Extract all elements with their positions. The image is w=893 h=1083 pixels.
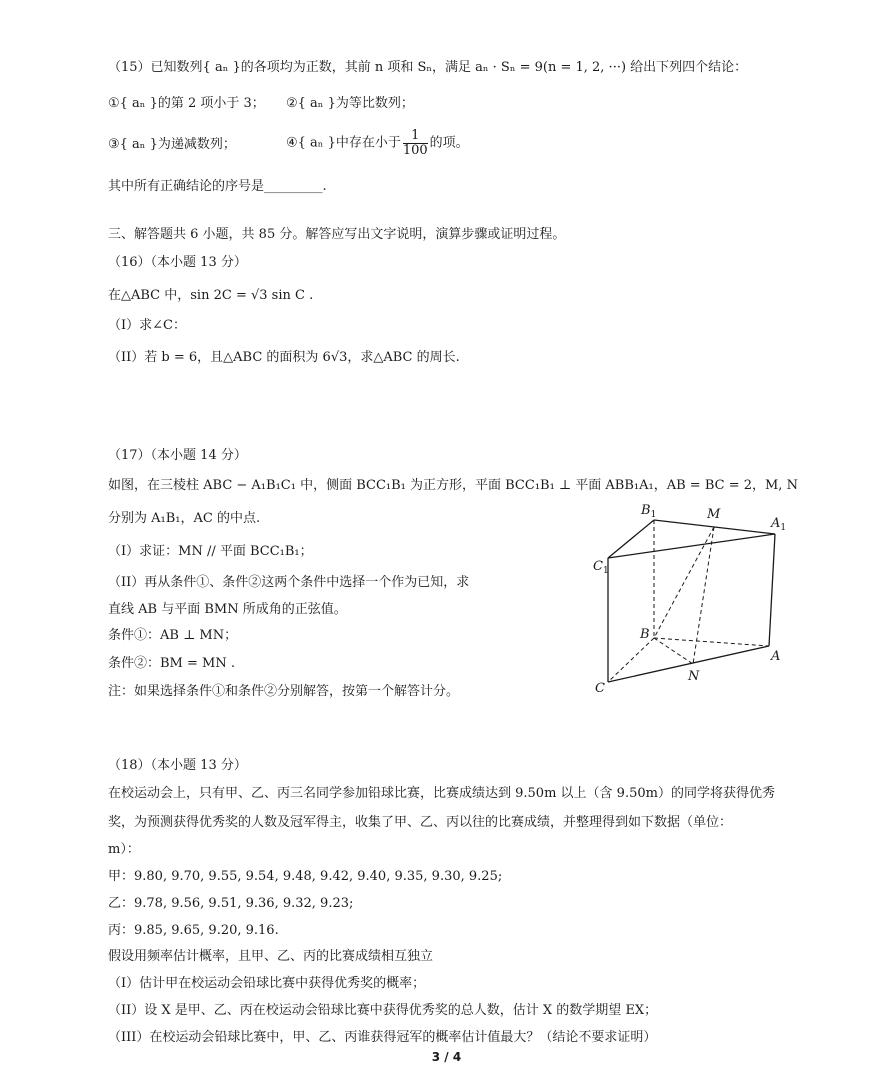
q15-option-4-prefix: ④{ aₙ }中存在小于	[286, 135, 401, 151]
q17-note: 注：如果选择条件①和条件②分别解答，按第一个解答计分。	[108, 684, 460, 699]
q16-part-2: （II）若 b = 6，且△ABC 的面积为 6√3，求△ABC 的周长.	[108, 350, 460, 365]
q16-part-1: （I）求∠C：	[108, 318, 186, 333]
q17-statement-line-2: 分别为 A₁B₁，AC 的中点.	[108, 511, 261, 526]
q18-assumption: 假设用频率估计概率，且甲、乙、丙的比赛成绩相互独立	[108, 949, 434, 964]
q18-part-2: （II）设 X 是甲、乙、丙在校运动会铅球比赛中获得优秀奖的总人数，估计 X 的数学期望 EX；	[108, 1003, 658, 1018]
q17-part-2-line-2: 直线 AB 与平面 BMN 所成角的正弦值。	[108, 602, 347, 617]
q15-question: 其中所有正确结论的序号是_________.	[108, 179, 327, 194]
q17-part-1: （I）求证：MN // 平面 BCC₁B₁；	[108, 544, 313, 559]
prism-figure	[585, 498, 795, 698]
section-heading: 三、解答题共 6 小题，共 85 分。解答应写出文字说明，演算步骤或证明过程。	[108, 227, 566, 242]
edge-m-n	[693, 527, 714, 664]
q18-part-3: （III）在校运动会铅球比赛中，甲、乙、丙谁获得冠军的概率估计值最大？（结论不要求证明）	[108, 1030, 657, 1045]
edge-a1-a	[769, 534, 775, 646]
q15-option-1: ①{ aₙ }的第 2 项小于 3；	[108, 96, 265, 111]
q15-stem: （15）已知数列{ aₙ }的各项均为正数，其前 n 项和 Sₙ，满足 aₙ · Sₙ = 9(n = 1, 2, ···) 给出下列四个结论：	[108, 60, 748, 75]
vertex-label-c1: $C_1$	[593, 559, 609, 576]
q18-data-bing: 丙：9.85, 9.65, 9.20, 9.16.	[108, 923, 279, 938]
vertex-label-a1: $A_1$	[771, 516, 787, 533]
q17-condition-1: 条件①：AB ⊥ MN；	[108, 628, 238, 643]
vertex-label-b1: $B_1$	[641, 503, 657, 520]
q16-condition: 在△ABC 中，sin 2C = √3 sin C .	[108, 288, 314, 303]
vertex-label-c: C	[595, 681, 605, 696]
q18-part-1: （I）估计甲在校运动会铅球比赛中获得优秀奖的概率；	[108, 976, 426, 991]
q15-option-3: ③{ aₙ }为递减数列；	[108, 137, 236, 152]
q18-data-yi: 乙：9.78, 9.56, 9.51, 9.36, 9.32, 9.23;	[108, 896, 354, 911]
vertex-label-m: M	[707, 507, 721, 522]
q17-statement-line-1: 如图，在三棱柱 ABC − A₁B₁C₁ 中，侧面 BCC₁B₁ 为正方形，平面 BCC₁B₁ ⊥ 平面 ABB₁A₁，AB = BC = 2，M, N	[108, 478, 798, 493]
page-number: 3 / 4	[431, 1050, 462, 1064]
q15-option-4	[286, 129, 469, 158]
fraction-denominator: 100	[402, 143, 428, 158]
edge-b-a	[654, 638, 769, 646]
vertex-label-b: B	[640, 627, 650, 642]
q18-data-jia: 甲：9.80, 9.70, 9.55, 9.54, 9.48, 9.42, 9.40, 9.35, 9.30, 9.25;	[108, 869, 503, 884]
q18-heading: （18）（本小题 13 分）	[108, 758, 247, 773]
q15-option-2: ②{ aₙ }为等比数列；	[286, 96, 414, 111]
q17-part-2-line-1: （II）再从条件①、条件②这两个条件中选择一个作为已知，求	[108, 575, 470, 590]
edge-b1-a1	[654, 520, 775, 534]
fraction	[403, 129, 428, 158]
edge-b-n	[654, 638, 693, 664]
q18-statement-line-3: m）：	[108, 842, 140, 857]
q18-statement-line-1: 在校运动会上，只有甲、乙、丙三名同学参加铅球比赛，比赛成绩达到 9.50m 以上（含 9.50m）的同学将获得优秀	[108, 786, 775, 801]
edge-b-c	[608, 638, 654, 682]
q16-heading: （16）（本小题 13 分）	[108, 255, 247, 270]
q17-heading: （17）（本小题 14 分）	[108, 448, 247, 463]
fraction-numerator: 1	[403, 129, 428, 144]
q15-option-4-suffix: 的项。	[429, 135, 469, 151]
q17-condition-2: 条件②：BM = MN .	[108, 656, 235, 671]
q18-statement-line-2: 奖，为预测获得优秀奖的人数及冠军得主，收集了甲、乙、丙以往的比赛成绩，并整理得到如下数据（单位：	[108, 815, 733, 830]
vertex-label-n: N	[688, 669, 700, 684]
vertex-label-a: A	[771, 649, 781, 664]
